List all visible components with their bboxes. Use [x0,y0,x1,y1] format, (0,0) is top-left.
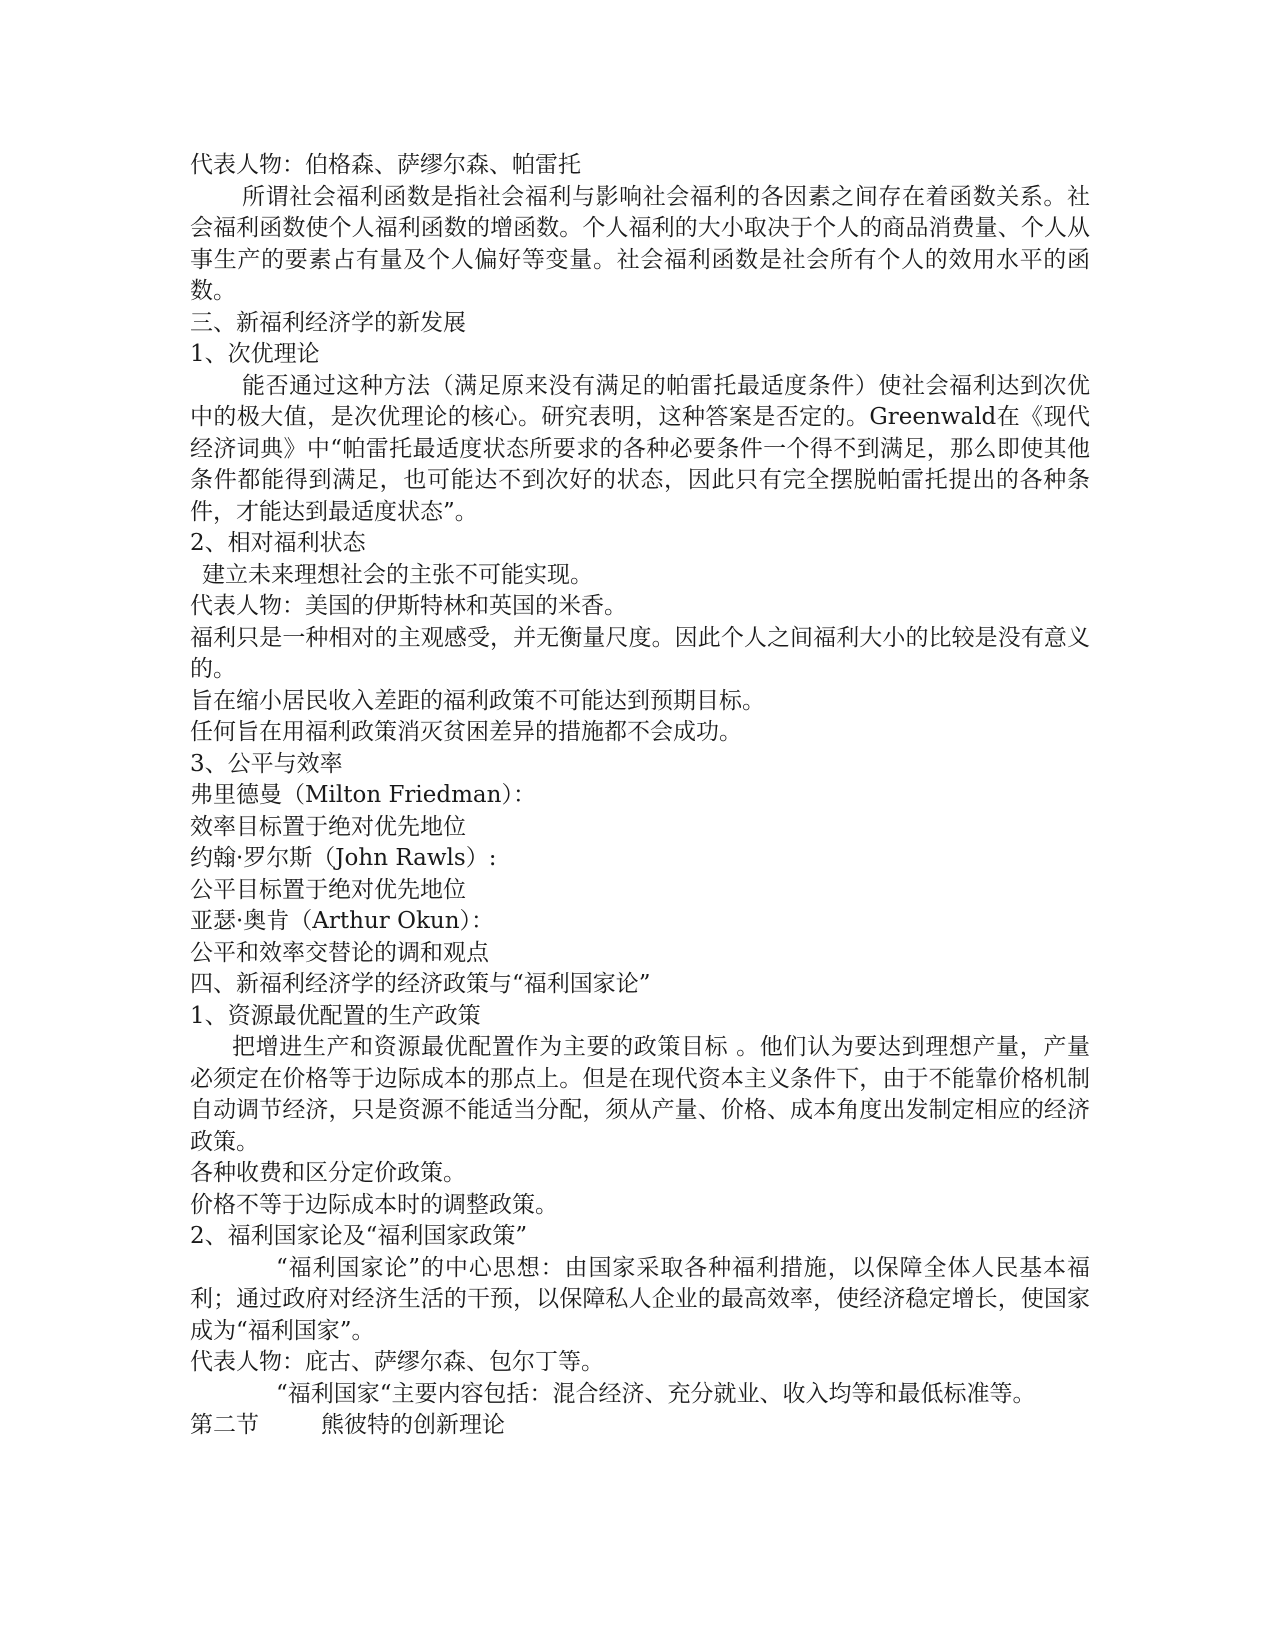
welfare-state-paragraph: “福利国家论”的中心思想：由国家采取各种福利措施，以保障全体人民基本福利；通过政府对经济生活的干预，以保障私人企业的最高效率，使经济稳定增长，使国家成为“福利国家”。 [190,1254,1090,1344]
welfare-state-heading: 2、福利国家论及“福利国家政策” [190,1223,528,1249]
resource-allocation-paragraph: 把增进生产和资源最优配置作为主要的政策目标 。他们认为要达到理想产量，产量必须定在价格等于边际成本的那点上。但是在现代资本主义条件下，由于不能靠价格机制自动调节经济，只是资源不能适当分配，须从产量、价格、成本角度出发制定相应的经济政策。 [190,1034,1090,1155]
section-four-heading: 四、新福利经济学的经济政策与“福利国家论” [190,971,651,997]
relative-welfare-heading: 2、相对福利状态 [190,530,366,556]
document-body [190,150,1090,1442]
okun-line: 亚瑟·奥肯（Arthur Okun）： [190,908,495,934]
resource-allocation-heading: 1、资源最优配置的生产政策 [190,1002,481,1029]
second-best-theory-heading: 1、次优理论 [190,341,320,367]
adjustment-policy-line: 价格不等于边际成本时的调整政策。 [190,1191,558,1218]
section-two-heading [190,1410,1090,1442]
income-gap-policy-line: 旨在缩小居民收入差距的福利政策不可能达到预期目标。 [190,687,765,714]
friedman-line: 弗里德曼（Milton Friedman）： [190,782,536,808]
rawls-view: 公平目标置于绝对优先地位 [190,876,466,903]
section-three-heading: 三、新福利经济学的新发展 [190,309,466,336]
poverty-policy-line: 任何旨在用福利政策消灭贫困差异的措施都不会成功。 [190,719,742,745]
section-two-title: 熊彼特的创新理论 [321,1412,505,1438]
okun-view: 公平和效率交替论的调和观点 [190,939,489,966]
representatives-line: 代表人物：伯格森、萨缪尔森、帕雷托 [190,152,581,178]
relative-welfare-paragraph: 福利只是一种相对的主观感受，并无衡量尺度。因此个人之间福利大小的比较是没有意义的。 [190,624,1090,682]
friedman-view: 效率目标置于绝对优先地位 [190,813,466,840]
social-welfare-function-paragraph: 所谓社会福利函数是指社会福利与影响社会福利的各因素之间存在着函数关系。社会福利函数使个人福利函数的增函数。个人福利的大小取决于个人的商品消费量、个人从事生产的要素占有量及个人偏好等变量。社会福利函数是社会所有个人的效用水平的函数。 [190,183,1090,304]
welfare-state-representatives: 代表人物：庇古、萨缪尔森、包尔丁等。 [190,1349,604,1375]
welfare-state-contents: “福利国家“主要内容包括：混合经济、充分就业、收入均等和最低标准等。 [276,1380,1036,1407]
second-best-theory-paragraph: 能否通过这种方法（满足原来没有满足的帕雷托最适度条件）使社会福利达到次优中的极大值，是次优理论的核心。研究表明，这种答案是否定的。Greenwald在《现代经济词典》中“帕雷托最适度状态所要求的各种必要条件一个得不到满足，那么即使其他条件都能得到满足，也可能达不到次好的状态，因此只有完全摆脱帕雷托提出的各种条件，才能达到最适度状态”。 [190,372,1090,525]
section-two-label: 第二节 [190,1412,259,1438]
pricing-policy-line: 各种收费和区分定价政策。 [190,1160,466,1186]
rawls-line: 约翰·罗尔斯（John Rawls）: [190,845,497,871]
relative-welfare-claim: 建立未来理想社会的主张不可能实现。 [202,561,593,588]
equity-efficiency-heading: 3、公平与效率 [190,750,343,777]
relative-welfare-representatives: 代表人物：美国的伊斯特林和英国的米香。 [190,593,627,619]
